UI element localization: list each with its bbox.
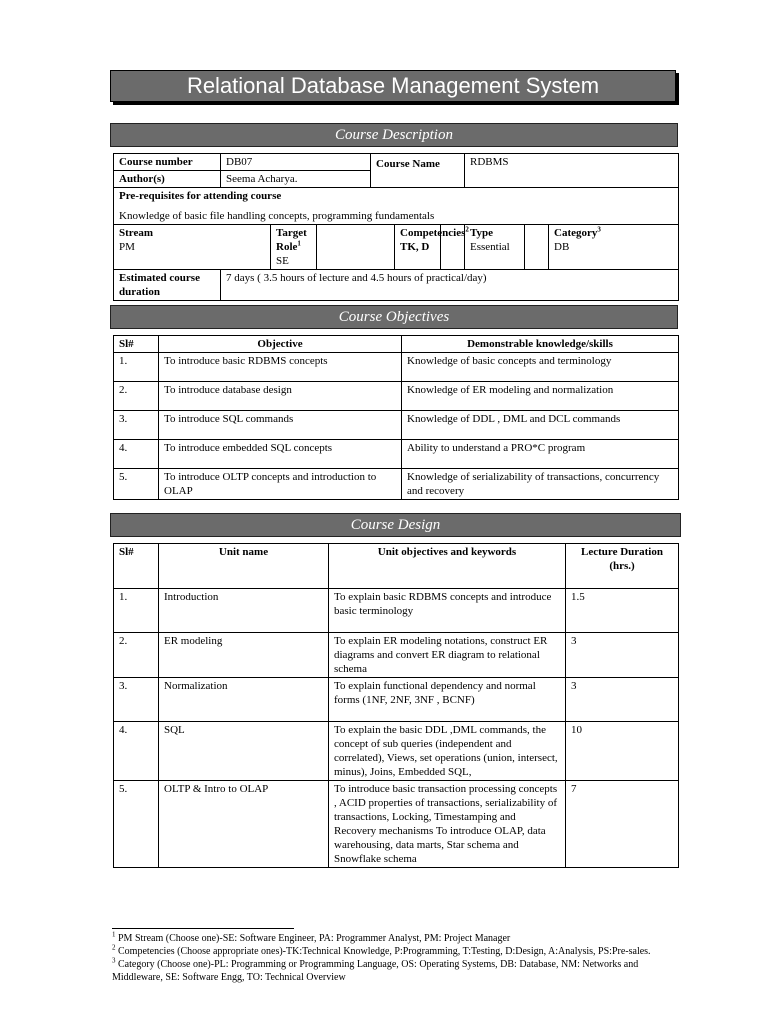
design-row-unit: OLTP & Intro to OLAP	[159, 781, 329, 868]
course-number-value: DB07	[221, 154, 371, 171]
design-row-sl: 5.	[114, 781, 159, 868]
design-row-unit: SQL	[159, 722, 329, 781]
footnote-1	[112, 932, 672, 945]
objectives-header-skills: Demonstrable knowledge/skills	[402, 336, 679, 353]
competencies-footnote-ref: 2	[465, 225, 469, 234]
competencies-spacer	[317, 225, 395, 270]
stream-value: PM	[119, 241, 135, 253]
footnote-text: PM Stream (Choose one)-SE: Software Engineer, PA: Programmer Analyst, PM: Project Manager	[118, 933, 511, 944]
design-row-unit: ER modeling	[159, 633, 329, 678]
objectives-row-sl: 5.	[114, 469, 159, 500]
target-role-value: SE	[276, 255, 289, 267]
category-spacer	[525, 225, 549, 270]
design-row-duration: 1.5	[566, 589, 679, 633]
objectives-row-sl: 3.	[114, 411, 159, 440]
stream-cell	[114, 225, 271, 270]
design-row-keywords: To explain ER modeling notations, construct ER diagrams and convert ER diagram to relational schema	[329, 633, 566, 678]
design-row-duration: 3	[566, 633, 679, 678]
stream-label: Stream	[119, 227, 154, 239]
objectives-header-sl: Sl#	[114, 336, 159, 353]
course-name-label: Course Name	[371, 154, 465, 188]
objectives-header-objective: Objective	[159, 336, 402, 353]
design-row-keywords: To explain the basic DDL ,DML commands, the concept of sub queries (independent and correlated), Views, set operations (union, intersect, minus), Joins, Embedded SQL,	[329, 722, 566, 781]
objectives-row-sl: 1.	[114, 353, 159, 382]
design-row-keywords: To introduce basic transaction processing concepts , ACID properties of transactions, serializability of transactions, Locking, Timestamping and Recovery mechanisms To introduce OLAP, data warehousing, data marts, Star schema and Snowflake schema	[329, 781, 566, 868]
objectives-row-objective: To introduce basic RDBMS concepts	[159, 353, 402, 382]
competencies-cell	[395, 225, 469, 270]
category-cell	[549, 225, 679, 270]
design-header-sl: Sl#	[114, 544, 159, 589]
prerequisites-cell	[114, 188, 679, 225]
design-row-sl: 3.	[114, 678, 159, 722]
objectives-row-skills: Knowledge of basic concepts and terminology	[402, 353, 679, 382]
design-row-sl: 1.	[114, 589, 159, 633]
objectives-row-sl: 4.	[114, 440, 159, 469]
type-label: Type	[470, 227, 494, 239]
objectives-row-objective: To introduce embedded SQL concepts	[159, 440, 402, 469]
course-description-table	[113, 153, 679, 301]
footnote-text: Competencies (Choose appropriate ones)-TK:Technical Knowledge, P:Programming, T:Testing, D:Design, A:Analysis, PS:Pre-sales.	[118, 946, 651, 957]
authors-value: Seema Acharya.	[221, 171, 371, 188]
target-role-cell	[271, 225, 317, 270]
duration-value: 7 days ( 3.5 hours of lecture and 4.5 hours of practical/day)	[221, 270, 679, 301]
design-row-duration: 3	[566, 678, 679, 722]
course-design-table	[113, 543, 679, 868]
objectives-row-sl: 2.	[114, 382, 159, 411]
objectives-row-skills: Knowledge of DDL , DML and DCL commands	[402, 411, 679, 440]
section-heading-course-objectives: Course Objectives	[110, 305, 678, 329]
design-row-sl: 4.	[114, 722, 159, 781]
objectives-row-skills: Knowledge of ER modeling and normalization	[402, 382, 679, 411]
design-row-sl: 2.	[114, 633, 159, 678]
objectives-row-objective: To introduce SQL commands	[159, 411, 402, 440]
course-number-label: Course number	[114, 154, 221, 171]
design-row-keywords: To explain basic RDBMS concepts and introduce basic terminology	[329, 589, 566, 633]
category-footnote-ref: 3	[597, 225, 601, 234]
prerequisites-value: Knowledge of basic file handling concepts, programming fundamentals	[119, 210, 435, 222]
design-header-duration: Lecture Duration (hrs.)	[566, 544, 679, 589]
prerequisites-label: Pre-requisites for attending course	[119, 190, 282, 202]
objectives-row-objective: To introduce OLTP concepts and introduction to OLAP	[159, 469, 402, 500]
competencies-value: TK, D	[400, 241, 430, 253]
type-cell	[465, 225, 525, 270]
competencies-label: Competencies	[400, 227, 466, 239]
objectives-row-skills: Ability to understand a PRO*C program	[402, 440, 679, 469]
footnote-number: 1	[112, 930, 116, 939]
footnote-2	[112, 945, 672, 958]
type-value: Essential	[470, 241, 510, 253]
design-row-duration: 10	[566, 722, 679, 781]
category-value: DB	[554, 241, 570, 253]
footnote-number: 2	[112, 943, 116, 952]
objectives-row-skills: Knowledge of serializability of transactions, concurrency and recovery	[402, 469, 679, 500]
footnote-text: Category (Choose one)-PL: Programming or Programming Language, OS: Operating Systems, DB: Database, NM: Networks and Middleware, SE: Software Engg, TO: Technical Overview	[112, 959, 639, 983]
section-heading-course-description: Course Description	[110, 123, 678, 147]
duration-label: Estimated course duration	[114, 270, 221, 301]
design-row-unit: Introduction	[159, 589, 329, 633]
footnote-3	[112, 958, 672, 984]
footnote-number: 3	[112, 956, 116, 965]
design-row-unit: Normalization	[159, 678, 329, 722]
design-row-duration: 7	[566, 781, 679, 868]
design-header-unit: Unit name	[159, 544, 329, 589]
design-header-keywords: Unit objectives and keywords	[329, 544, 566, 589]
section-heading-course-design: Course Design	[110, 513, 681, 537]
footnote-separator	[112, 928, 294, 929]
target-role-label: Target Role	[276, 227, 307, 253]
target-role-footnote-ref: 1	[297, 239, 301, 248]
design-row-keywords: To explain functional dependency and normal forms (1NF, 2NF, 3NF , BCNF)	[329, 678, 566, 722]
category-label: Category	[554, 227, 598, 239]
course-objectives-table	[113, 335, 679, 500]
authors-label: Author(s)	[114, 171, 221, 188]
course-name-value: RDBMS	[465, 154, 679, 188]
objectives-row-objective: To introduce database design	[159, 382, 402, 411]
footnotes	[112, 932, 672, 984]
document-title: Relational Database Management System	[110, 70, 676, 102]
